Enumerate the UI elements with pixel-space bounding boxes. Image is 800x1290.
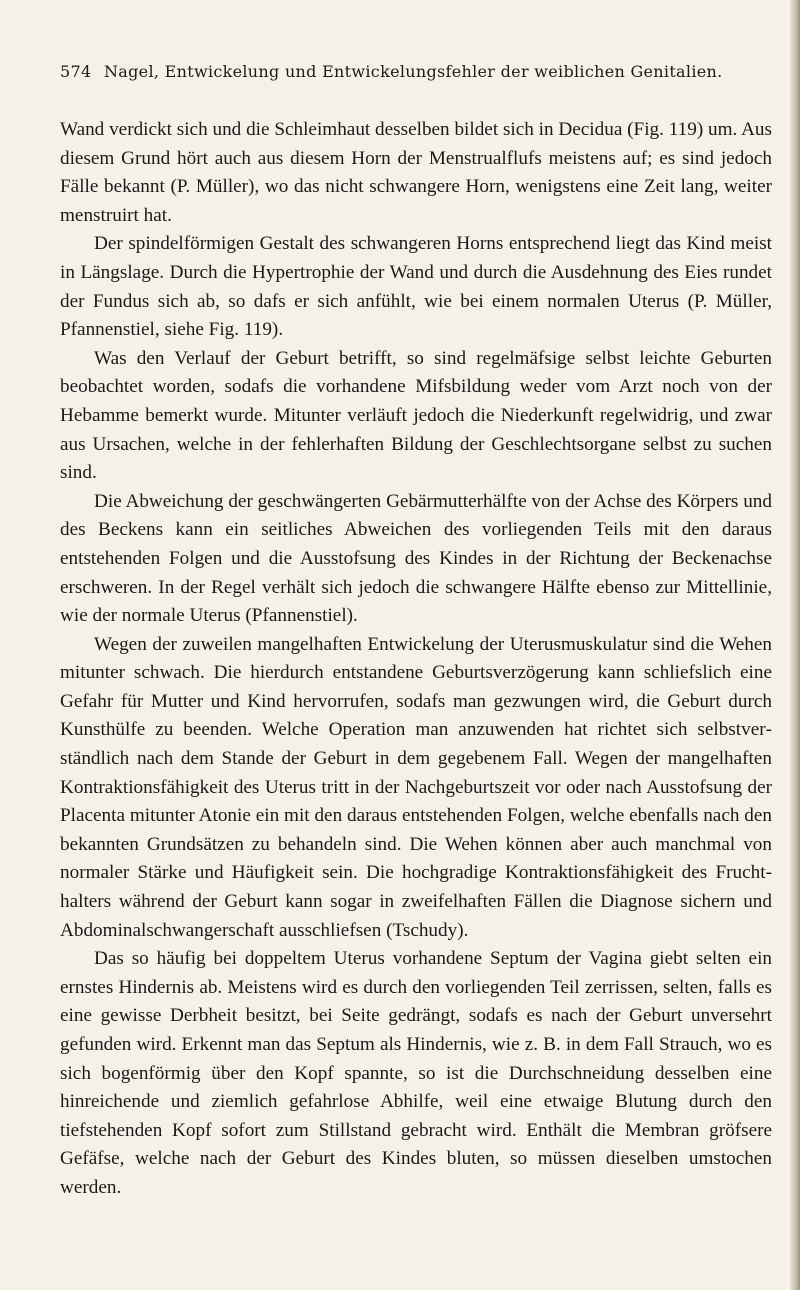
body-text [60,116,772,1203]
page-number: 574 [60,62,92,81]
page-header [60,62,772,92]
paragraph-1: Wand verdickt sich und die Schleimhaut desselben bildet sich in Decidua (Fig. 119) um. Aus diesem Grund hört auch aus diesem Horn der Menstrualflufs meistens auf; es sind jedoch Fälle bekannt (P. Müller), wo das nicht schwangere Horn, wenigstens eine Zeit lang, weiter menstruirt hat. [60,119,772,226]
paragraph-2: Der spindelförmigen Gestalt des schwangeren Horns entsprechend liegt das Kind meist in Längslage. Durch die Hypertrophie der Wand und durch die Ausdehnung des Eies rundet der Fundus sich ab, so dafs er sich anfühlt, wie bei einem normalen Uterus (P. Müller, Pfannenstiel, siehe Fig. 119). [60,233,772,341]
paragraph-4: Die Abweichung der geschwängerten Gebärmutterhälfte von der Achse des Körpers und des Beckens kann ein seitliches Abweichen des vorliegenden Teils mit den daraus entstehenden Folgen und die Ausstofsung des Kindes in der Richtung der Beckenachse erschweren. In der Regel verhält sich jedoch die schwangere Hälfte ebenso zur Mittellinie, wie der normale Uterus (Pfannenstiel). [60,490,772,627]
page-edge-shadow [790,0,800,1290]
running-title: Nagel, Entwickelung und Entwickelungsfehler der weiblichen Genitalien. [104,62,723,81]
paragraph-3: Was den Verlauf der Geburt betrifft, so sind regelmäfsige selbst leichte Geburten beobachtet worden, sodafs die vorhandene Mifsbildung weder vom Arzt noch von der Hebamme bemerkt wurde. Mitunter verläuft jedoch die Niederkunft regelwidrig, und zwar aus Ursachen, welche in der fehlerhaften Bildung der Geschlechtsorgane selbst zu suchen sind. [60,347,772,484]
paragraph-6: Das so häufig bei doppeltem Uterus vorhandene Septum der Vagina giebt selten ein ernstes Hindernis ab. Meistens wird es durch den vorliegenden Teil zerrissen, selten, falls es eine gewisse Derbheit besitzt, bei Seite gedrängt, sodafs es nach der Geburt unversehrt gefunden wird. Erkennt man das Septum als Hindernis, wie z. B. in dem Fall Strauch, wo es sich bogenförmig über den Kopf spannte, so ist die Durchschneidung desselben eine hinreichende und ziemlich gefahrlose Abhilfe, weil eine etwaige Blutung durch den tiefstehenden Kopf sofort zum Stillstand gebracht wird. Enthält die Membran gröfsere Gefäfse, welche nach der Geburt des Kindes bluten, so müssen dieselben umstochen werden. [60,948,772,1198]
book-page [60,62,772,1203]
paragraph-5: Wegen der zuweilen mangelhaften Entwickelung der Uterusmuskulatur sind die Wehen mitunter schwach. Die hierdurch entstandene Geburtsverzögerung kann schliefslich eine Gefahr für Mutter und Kind hervorrufen, sodafs man gezwungen wird, die Geburt durch Kunsthülfe zu beenden. Welche Operation man anzuwenden hat richtet sich selbstverständlich nach dem Stande der Geburt in dem gegebenem Fall. Wegen der mangelhaften Kontraktionsfähigkeit des Uterus tritt in der Nachgeburtszeit vor oder nach Ausstofsung der Placenta mitunter Atonie ein mit den daraus entstehenden Folgen, welche ebenfalls nach den bekannten Grundsätzen zu behandeln sind. Die Wehen können aber auch manchmal von normaler Stärke und Häufigkeit sein. Die hochgradige Kontraktionsfähigkeit des Fruchthalters während der Geburt kann sogar in zweifelhaften Fällen die Diagnose sichern und Abdominalschwangerschaft ausschliefsen (Tschudy). [60,633,772,941]
